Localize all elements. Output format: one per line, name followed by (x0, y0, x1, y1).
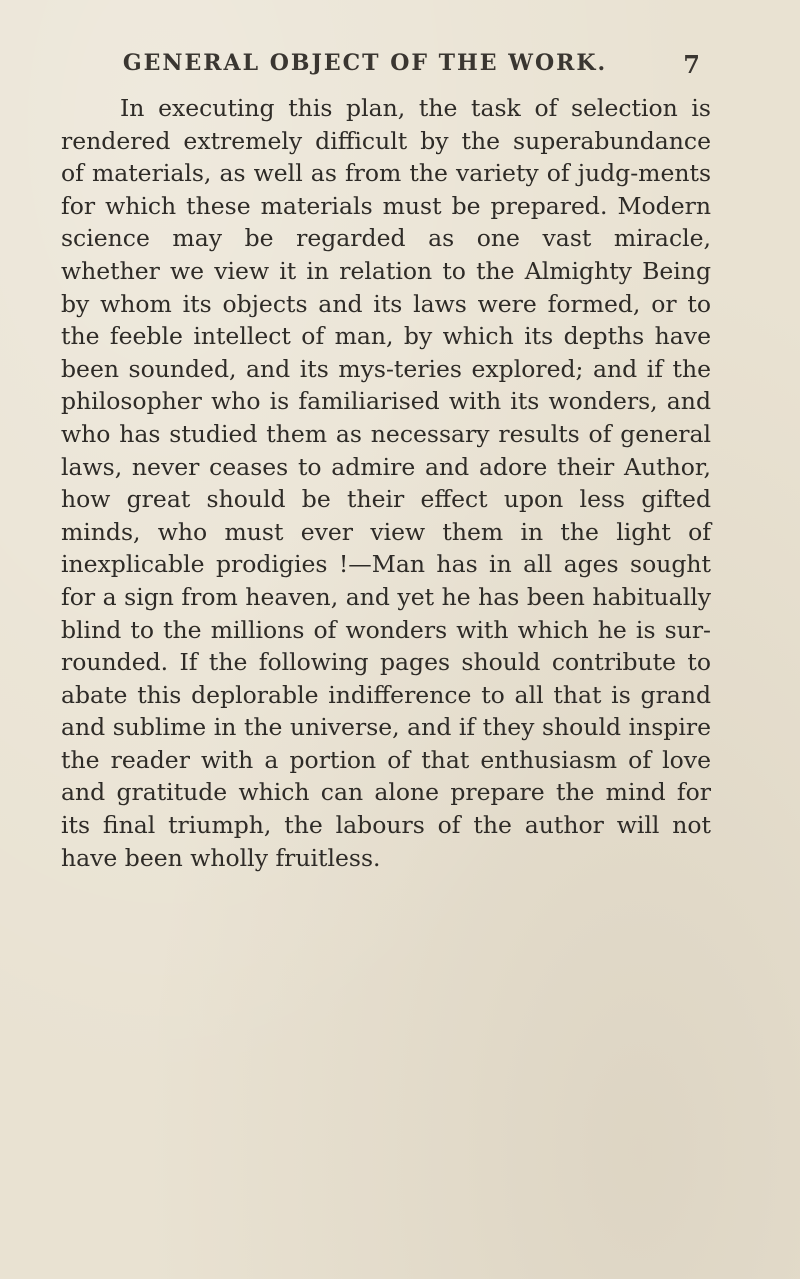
running-title: GENERAL OBJECT OF THE WORK. (122, 50, 608, 76)
body-paragraph: In executing this plan, the task of selection is rendered extremely difficult by the superabundance of materials, as well as from the variety of judg-ments for which these materials must be prepared. Modern science may be regarded as one vast miracle, whether we view it in relation to the Almighty Being by whom its objects and its laws were formed, or to the feeble intellect of man, by which its depths have been sounded, and its mys-teries explored; and if the philosopher who is familiarised with its wonders, and who has studied them as necessary results of general laws, never ceases to admire and adore their Author, how great should be their effect upon less gifted minds, who must ever view them in the light of inexplicable prodigies !—Man has in all ages sought for a sign from heaven, and yet he has been habitually blind to the millions of wonders with which he is sur-rounded. If the following pages should contribute to abate this deplorable indifference to all that is grand and sublime in the universe, and if they should inspire the reader with a portion of that enthusiasm of love and gratitude which can alone prepare the mind for its final triumph, the labours of the author will not have been wholly fruitless. (61, 94, 711, 872)
page-number: 7 (683, 50, 700, 79)
running-head (100, 50, 700, 90)
